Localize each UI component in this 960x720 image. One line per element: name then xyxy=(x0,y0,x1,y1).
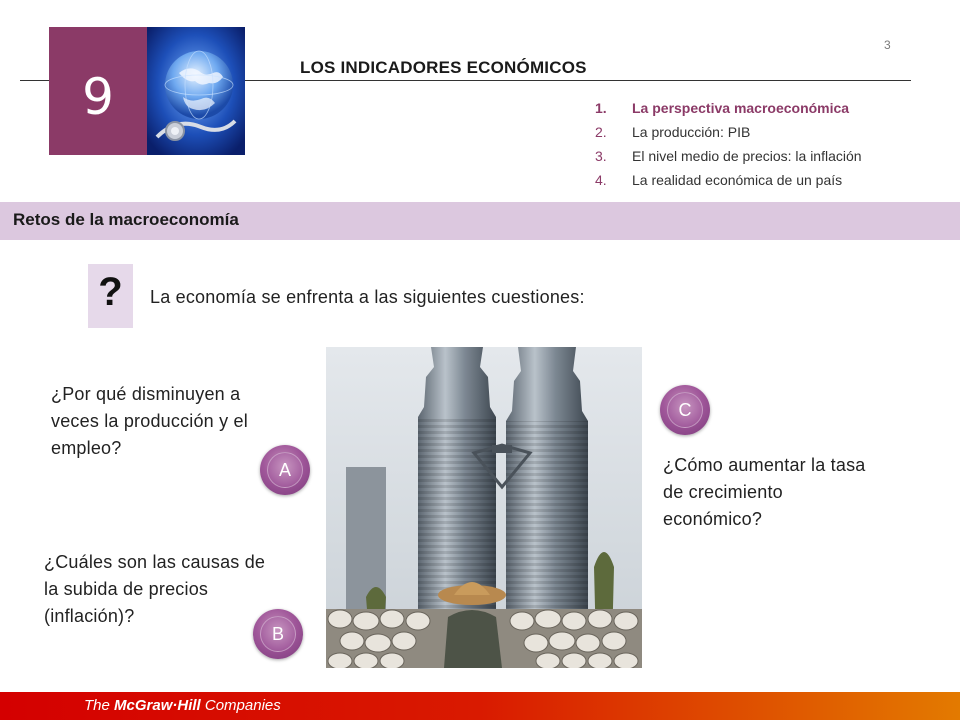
badge-b-label: B xyxy=(271,624,284,644)
badge-a-label: A xyxy=(278,460,291,480)
header-title: LOS INDICADORES ECONÓMICOS xyxy=(300,58,587,77)
toc-item[interactable]: 3. El nivel medio de precios: la inflación xyxy=(595,148,862,164)
question-c-text: ¿Cómo aumentar la tasa de crecimiento económico? xyxy=(663,455,866,529)
toc-item-label: El nivel medio de precios: la inflación xyxy=(632,148,862,164)
globe-stethoscope-image xyxy=(147,27,245,155)
intro-text: La economía se enfrenta a las siguientes cuestiones: xyxy=(150,287,585,307)
badge-c-button[interactable] xyxy=(660,385,710,435)
badge-c-label: C xyxy=(678,400,692,420)
badge-b-button[interactable] xyxy=(253,609,303,659)
badge-a-button[interactable] xyxy=(260,445,310,495)
section-title: Retos de la macroeconomía xyxy=(13,210,239,229)
toc-item[interactable]: 4. La realidad económica de un país xyxy=(595,172,843,188)
question-b-text: ¿Cuáles son las causas de la subida de precios (inflación)? xyxy=(44,552,266,626)
question-a-text: ¿Por qué disminuyen a veces la producción y el empleo? xyxy=(51,384,248,458)
page-number: 3 xyxy=(884,38,891,52)
question-mark-icon: ? xyxy=(98,270,123,314)
toc-item-label: La realidad económica de un país xyxy=(632,172,843,188)
toc-item-label: La perspectiva macroeconómica xyxy=(632,100,850,116)
table-of-contents xyxy=(595,96,862,192)
petronas-towers-photo xyxy=(326,347,642,668)
toc-item[interactable]: 2. La producción: PIB xyxy=(595,124,751,140)
toc-item-label: La producción: PIB xyxy=(632,124,751,140)
toc-item[interactable]: 1. La perspectiva macroeconómica xyxy=(595,100,850,116)
chapter-number: 9 xyxy=(82,68,114,126)
publisher-logo: The McGraw·Hill Companies xyxy=(84,697,281,714)
